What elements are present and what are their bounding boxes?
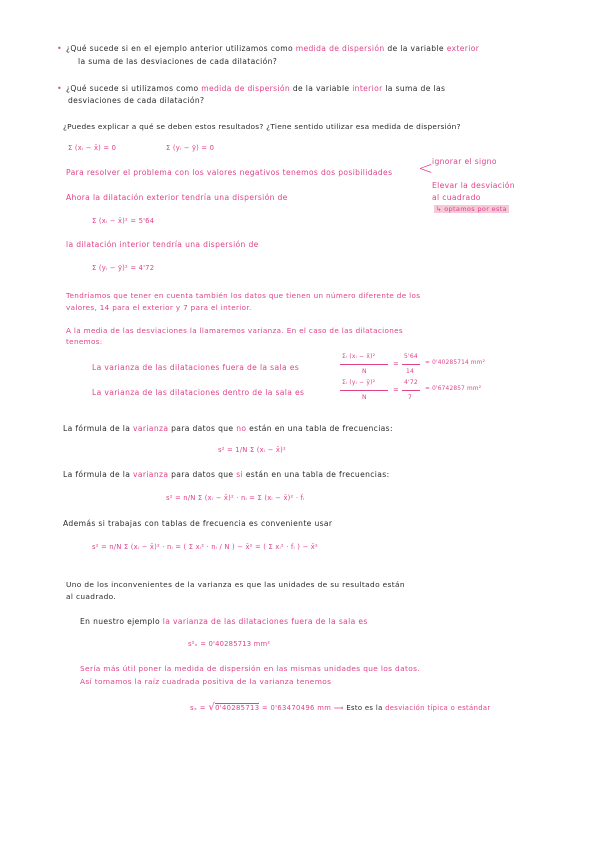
q2-text-d: interior <box>352 84 383 93</box>
f1-b: varianza <box>133 424 169 433</box>
final-f1: sₓ = <box>190 704 206 712</box>
q2-text-c: de la variable <box>292 84 350 93</box>
var-int-num: Σᵢ (yᵢ − ȳ)² <box>342 379 376 386</box>
q2-text-a: ¿Qué sucede si utilizamos como <box>66 84 199 93</box>
question-3: ¿Puedes explicar a qué se deben estos resultados? ¿Tiene sentido utilizar esa medida de dispersión? <box>63 122 461 131</box>
inconv-line-1: Uno de los inconvenientes de la varianza es que las unidades de su resultado están <box>66 580 405 589</box>
option-square-2: al cuadrado <box>432 193 481 202</box>
option-square-1: Elevar la desviación <box>432 181 515 190</box>
question-1-line-2: la suma de las desviaciones de cada dilatación? <box>78 57 278 66</box>
exterior-line: Ahora la dilatación exterior tendría una dispersión de <box>66 193 288 202</box>
var-ext-num: Σᵢ (xᵢ − x̄)² <box>342 353 376 360</box>
brace: < <box>418 158 434 179</box>
var-int-eq: = <box>393 386 399 394</box>
q1-text-a: ¿Qué sucede si en el ejemplo anterior utilizamos como <box>66 44 293 53</box>
q1-text-c: de la variable <box>387 44 444 53</box>
f1-a: La fórmula de la <box>63 424 131 433</box>
question-1-line-1 <box>66 44 479 53</box>
ademas-line: Además si trabajas con tablas de frecuencia es conveniente usar <box>63 519 333 528</box>
var-ext-eq: = <box>393 360 399 368</box>
formula-1-line <box>63 424 393 433</box>
f2-d: si <box>236 470 243 479</box>
media-line-2: tenemos: <box>66 337 103 346</box>
bullet-2: • <box>57 84 62 93</box>
q1-text-d: exterior <box>446 44 480 53</box>
question-2-line-2: desviaciones de cada dilatación? <box>68 96 205 105</box>
var-ext-fraction-bar-2 <box>402 364 420 365</box>
final-line <box>190 702 491 713</box>
option-chosen <box>434 205 509 213</box>
var-int-text: La varianza de las dilataciones dentro de la sala es <box>92 388 305 397</box>
media-text-b: varianza <box>247 326 282 335</box>
f2-c: para datos que <box>171 470 234 479</box>
q2-text-b: medida de dispersión <box>201 84 291 93</box>
formula-2-expression: s² = n/N Σ (xᵢ − x̄)² · nᵢ = Σ (xᵢ − x̄)² · fᵢ <box>166 494 305 502</box>
q2-text-e: la suma de las <box>385 84 446 93</box>
final-f2: 0'40285713 <box>215 704 260 712</box>
option-ignore-sign: ignorar el signo <box>432 157 497 166</box>
f2-e: están en una tabla de frecuencias: <box>245 470 390 479</box>
var-int-den2: 7 <box>408 394 413 401</box>
var-int-num2: 4'72 <box>404 379 418 386</box>
formula-1-expression: s² = 1/N Σ (xᵢ − x̄)² <box>218 446 286 454</box>
sum-y-formula: Σ (yᵢ − ȳ) = 0 <box>166 144 215 152</box>
ejemplo-a: En nuestro ejemplo <box>80 617 160 626</box>
f1-e: están en una tabla de frecuencias: <box>249 424 393 433</box>
f1-d: no <box>236 424 247 433</box>
interior-line: la dilatación interior tendría una dispersión de <box>66 240 259 249</box>
var-int-fraction-bar <box>340 390 388 391</box>
ejemplo-formula: s²ₓ = 0'40285713 mm² <box>188 640 271 648</box>
var-ext-fraction-bar <box>340 364 388 365</box>
bullet-1: • <box>57 44 62 53</box>
inconv-line-2: al cuadrado. <box>66 592 117 601</box>
formula-2-line <box>63 470 390 479</box>
f1-c: para datos que <box>171 424 234 433</box>
f2-a: La fórmula de la <box>63 470 131 479</box>
final-e1: Esto es la <box>346 704 383 712</box>
tendriamos-line-2: valores, 14 para el exterior y 7 para el interior. <box>66 303 252 312</box>
var-ext-den: N <box>362 368 367 375</box>
final-sqrt-sign: √ <box>208 702 216 713</box>
var-ext-result: = 0'40285714 mm² <box>425 360 486 366</box>
media-text-c: . En el caso de las dilataciones <box>281 326 404 335</box>
final-e2: desviación típica o estándar <box>385 704 491 712</box>
var-ext-den2: 14 <box>406 368 415 375</box>
tendriamos-line-1: Tendríamos que tener en cuenta también los datos que tienen un número diferente de los <box>66 291 421 300</box>
var-ext-text: La varianza de las dilataciones fuera de la sala es <box>92 363 300 372</box>
seria-line-1: Sería más útil poner la medida de dispersión en las mismas unidades que los datos. <box>80 664 420 673</box>
final-arrow: ⟹ <box>333 704 344 712</box>
var-int-result: = 0'6742857 mm² <box>425 386 482 392</box>
q1-text-b: medida de dispersión <box>295 44 385 53</box>
ejemplo-b: la varianza de las dilataciones fuera de la sala es <box>162 617 368 626</box>
option-chosen-text: ↳ optamos por esta <box>436 205 507 213</box>
exterior-formula: Σ (xᵢ − x̄)² = 5'64 <box>92 217 155 225</box>
media-line-1 <box>66 326 403 335</box>
interior-formula: Σ (yᵢ − ȳ)² = 4'72 <box>92 264 155 272</box>
var-int-fraction-bar-2 <box>402 390 420 391</box>
question-2-line-1 <box>66 84 445 93</box>
media-text-a: A la media de las desviaciones la llamaremos <box>66 326 246 335</box>
var-int-den: N <box>362 394 367 401</box>
var-ext-num2: 5'64 <box>404 353 418 360</box>
sum-x-formula: Σ (xᵢ − x̄) = 0 <box>68 144 117 152</box>
final-f3: = 0'63470496 mm <box>261 704 332 712</box>
ademas-expression: s² = n/N Σ (xᵢ − x̄)² · nᵢ = ( Σ xᵢ² · nᵢ / N ) − x̄² = ( Σ xᵢ² · fᵢ ) − x̄² <box>92 543 318 551</box>
ejemplo-line <box>80 617 368 626</box>
seria-line-2: Así tomamos la raíz cuadrada positiva de la varianza tenemos <box>80 677 332 686</box>
problem-line: Para resolver el problema con los valores negativos tenemos dos posibilidades <box>66 168 393 177</box>
f2-b: varianza <box>133 470 169 479</box>
